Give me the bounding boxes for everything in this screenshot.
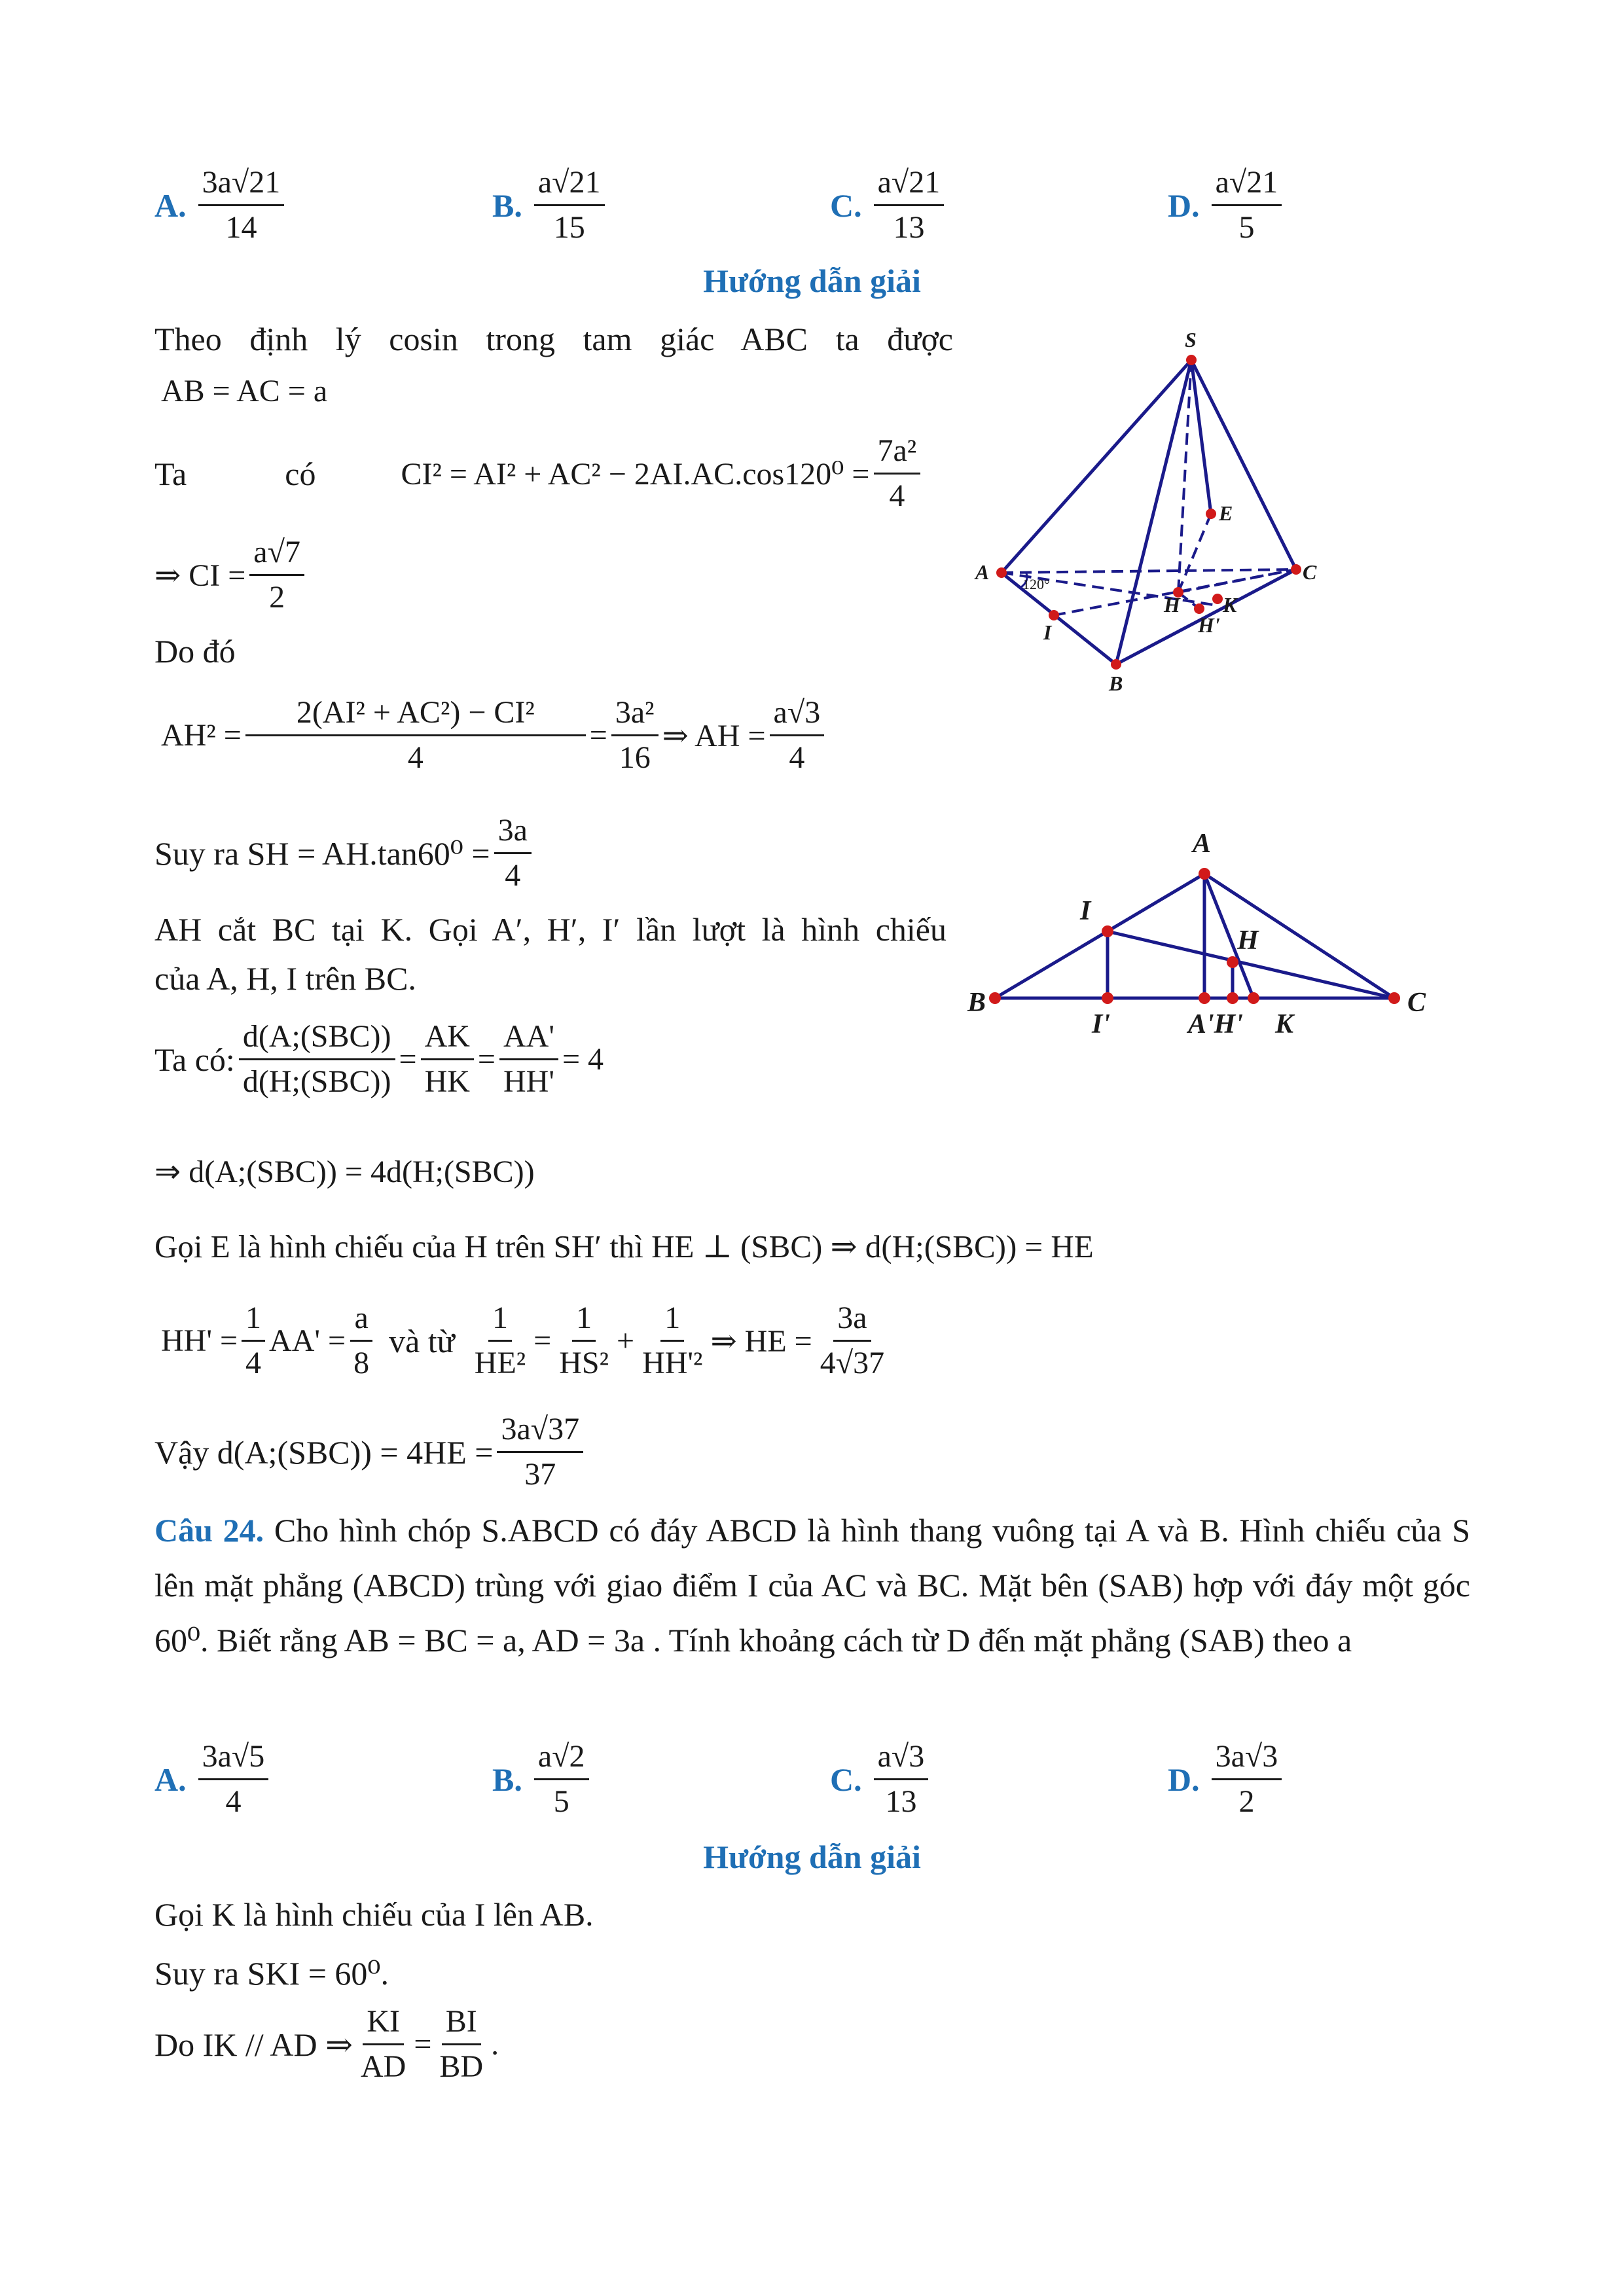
ta-co: Ta có: [154, 1041, 235, 1078]
question-24-text: Cho hình chóp S.ABCD có đáy ABCD là hình thang vuông tại A và B. Hình chiếu của S lên mặt phẳng (ABCD) trùng với giao điểm I của AC và BC. Mặt bên (SAB) hợp với đáy một góc 60⁰. Biết rằng AB = BC = a, AD = 3a . Tính khoảng cách từ D đến mặt phẳng (SAB) theo a [154, 1512, 1471, 1659]
sol24-end: . [491, 2027, 499, 2062]
label-ip: I' [1092, 1009, 1111, 1039]
option-key: D. [1168, 1761, 1200, 1798]
sol23-ci2-row [154, 432, 924, 515]
aa-num: AA' [499, 1018, 558, 1060]
label-h: H [1237, 925, 1259, 956]
sol24-l3-pre: Do IK // AD ⇒ [154, 2026, 353, 2063]
label-angle: 120° [1022, 576, 1050, 592]
option-denominator: 14 [225, 210, 257, 245]
q23-option-b [492, 164, 609, 247]
point-a [996, 567, 1007, 578]
he-res-pre: ⇒ HE = [710, 1323, 812, 1359]
hh-mid: AA' = [269, 1323, 346, 1358]
label-e: E [1219, 501, 1233, 525]
edge-sh [1178, 360, 1191, 592]
option-numerator: 3a√21 [198, 164, 285, 206]
eq4: = 4 [562, 1042, 604, 1077]
hh-f1d: 4 [245, 1346, 262, 1380]
label-s: S [1185, 328, 1197, 351]
q23-option-c [830, 164, 948, 247]
option-denominator: 2 [1238, 1784, 1255, 1819]
point-ap [1199, 992, 1210, 1004]
sh-den: 4 [505, 858, 521, 893]
q24-option-c [830, 1738, 932, 1821]
option-numerator: 3a√3 [1212, 1738, 1282, 1780]
hh-f2n: a [350, 1299, 372, 1342]
aa-den: HH' [503, 1064, 554, 1099]
label-a: A [975, 560, 990, 584]
bd-den: BD [439, 2049, 484, 2084]
option-numerator: a√21 [874, 164, 945, 206]
point-i [1102, 925, 1113, 937]
he-f1d: HE² [474, 1346, 526, 1380]
ci-den: 2 [269, 580, 285, 615]
pyramid-figure [969, 321, 1335, 700]
option-denominator: 13 [893, 210, 925, 245]
ah-den: 4 [789, 740, 805, 775]
ci-pre: ⇒ CI = [154, 558, 246, 593]
he-f3d: HH'² [642, 1346, 703, 1380]
d1-den: d(H;(SBC)) [242, 1064, 391, 1099]
point-h [1227, 956, 1238, 968]
ad-den: AD [361, 2049, 406, 2084]
sol23-sh-row [154, 812, 535, 895]
hh-f1n: 1 [242, 1299, 265, 1342]
ah2-num2: 3a² [611, 694, 659, 736]
ak-den: HK [424, 1064, 470, 1099]
he-f2n: 1 [572, 1299, 596, 1342]
label-k: K [1275, 1009, 1294, 1039]
option-key: B. [492, 187, 522, 224]
point-b [989, 992, 1001, 1004]
point-i [1049, 610, 1059, 620]
point-ip [1102, 992, 1113, 1004]
q24-option-d [1168, 1738, 1286, 1821]
option-numerator: a√2 [534, 1738, 589, 1780]
hh-f2d: 8 [353, 1346, 370, 1380]
label-b: B [1109, 672, 1123, 695]
sol23-vay-row [154, 1410, 587, 1494]
co-text: có [285, 455, 316, 492]
point-k [1212, 594, 1223, 604]
q24-option-a [154, 1738, 272, 1821]
ah2-den: 4 [407, 740, 424, 775]
ci2-formula: CI² = AI² + AC² − 2AI.AC.cos120⁰ = [401, 456, 870, 492]
point-a [1199, 868, 1210, 880]
ak-num: AK [421, 1018, 474, 1060]
option-key: C. [830, 187, 862, 224]
label-a: A [1193, 829, 1212, 859]
sol23-d-line: ⇒ d(A;(SBC)) = 4d(H;(SBC)) [154, 1155, 535, 1189]
sol23-ah-cat2: của A, H, I trên BC. [154, 960, 416, 997]
he-f1n: 1 [488, 1299, 512, 1342]
ah2-eq: = [589, 718, 607, 753]
vay-num: 3a√37 [497, 1410, 583, 1453]
option-key: C. [830, 1761, 862, 1798]
ah2-pre: AH² = [161, 718, 242, 753]
sol23-ah2-row [161, 694, 828, 777]
option-denominator: 15 [553, 210, 585, 245]
ah-pre: ⇒ AH = [662, 718, 766, 753]
he-f2d: HS² [559, 1346, 609, 1380]
sol23-hh-row: HH' = $\frac{1}{4}$ AA' = $\frac{a}{8}$ và từ $\frac{1}{\text{HE²}}$ = $\frac{1}{\text{HS²}}$ + $\frac{1}{\text{HH'²}}$ ⇒ HE = $\frac{3a}{4√37}$ [161, 1299, 892, 1382]
d1-num: d(A;(SBC)) [239, 1018, 395, 1060]
he-res-num: 3a [833, 1299, 871, 1342]
ah2-num: 2(AI² + AC²) − CI² [245, 694, 586, 736]
solution-heading-23: Hướng dẫn giải [703, 262, 921, 299]
label-aphp: A'H' [1188, 1009, 1244, 1039]
vay-text: Vậy d(A;(SBC)) = 4HE = [154, 1433, 494, 1471]
sol24-line1: Gọi K là hình chiếu của I lên AB. [154, 1896, 594, 1933]
sol23-ah-cat: AH cắt BC tại K. Gọi A′, H′, I′ lần lượt là hình chiếu [154, 911, 947, 948]
ta-text: Ta [154, 455, 187, 492]
label-i: I [1043, 620, 1052, 644]
sol23-line1: Theo định lý cosin trong tam giác ABC ta được [154, 321, 953, 357]
he-f3n: 1 [660, 1299, 684, 1342]
ci2-den: 4 [889, 478, 905, 513]
edge-sa [1001, 360, 1191, 573]
label-i: I [1080, 896, 1091, 926]
sol24-line3: Do IK // AD ⇒ $\frac{KI}{AD}$ = $\frac{BI}{BD}$ . [154, 2003, 499, 2086]
label-b: B [967, 988, 986, 1018]
sol23-ci-row [154, 533, 308, 617]
sol23-ratio-row: Ta có: $\frac{\text{d(A;(SBC))}}{\text{d(H;(SBC))}}$ = $\frac{AK}{HK}$ = $\frac{AA'}{HH'}$ = 4 [154, 1018, 604, 1101]
option-numerator: 3a√5 [198, 1738, 269, 1780]
edge-sc [1191, 360, 1296, 569]
sh-pre: Suy ra SH = AH.tan60⁰ = [154, 834, 490, 872]
option-numerator: a√3 [874, 1738, 929, 1780]
label-k: K [1223, 593, 1237, 617]
q23-option-a [154, 164, 288, 247]
q24-option-b [492, 1738, 593, 1821]
ah2-den2: 16 [619, 740, 651, 775]
va-tu: và từ [389, 1322, 455, 1359]
edge-ba [995, 874, 1204, 998]
point-hp [1194, 603, 1204, 614]
point-e [1206, 509, 1216, 519]
sol23-goi-e: Gọi E là hình chiếu của H trên SH′ thì HE ⊥ (SBC) ⇒ d(H;(SBC)) = HE [154, 1229, 1094, 1265]
point-c [1388, 992, 1400, 1004]
label-c: C [1303, 560, 1317, 584]
option-denominator: 13 [885, 1784, 917, 1819]
option-numerator: a√21 [534, 164, 605, 206]
bi-num: BI [442, 2003, 481, 2045]
ah-num: a√3 [770, 694, 825, 736]
triangle-figure [962, 825, 1447, 1060]
option-numerator: a√21 [1212, 164, 1282, 206]
ci2-num: 7a² [874, 432, 921, 475]
sol23-do-do: Do đó [154, 633, 236, 670]
point-k [1248, 992, 1259, 1004]
point-hp [1227, 992, 1238, 1004]
sol23-ab-ac: AB = AC = a [161, 374, 328, 408]
ki-num: KI [363, 2003, 404, 2045]
point-b [1111, 659, 1121, 670]
option-key: A. [154, 1761, 187, 1798]
point-s [1186, 355, 1197, 365]
option-key: D. [1168, 187, 1200, 224]
question-24 [154, 1503, 1470, 1668]
option-denominator: 4 [225, 1784, 242, 1819]
sh-num: 3a [494, 812, 532, 854]
option-denominator: 5 [553, 1784, 569, 1819]
option-denominator: 5 [1238, 210, 1255, 245]
label-h: H [1164, 593, 1180, 617]
edge-ac [1001, 569, 1296, 573]
solution-heading-24: Hướng dẫn giải [703, 1839, 921, 1875]
ci-num: a√7 [249, 533, 304, 576]
label-hp: H' [1198, 613, 1220, 637]
point-c [1291, 564, 1301, 575]
he-res-den: 4√37 [820, 1346, 885, 1380]
question-24-label: Câu 24. [154, 1512, 264, 1549]
vay-den: 37 [524, 1457, 556, 1492]
hh-pre: HH' = [161, 1323, 238, 1358]
q23-option-d [1168, 164, 1286, 247]
label-c: C [1407, 988, 1426, 1018]
option-key: A. [154, 187, 187, 224]
option-key: B. [492, 1761, 522, 1798]
edge-sb [1116, 360, 1191, 664]
sol24-line2: Suy ra SKI = 60⁰. [154, 1955, 389, 1992]
